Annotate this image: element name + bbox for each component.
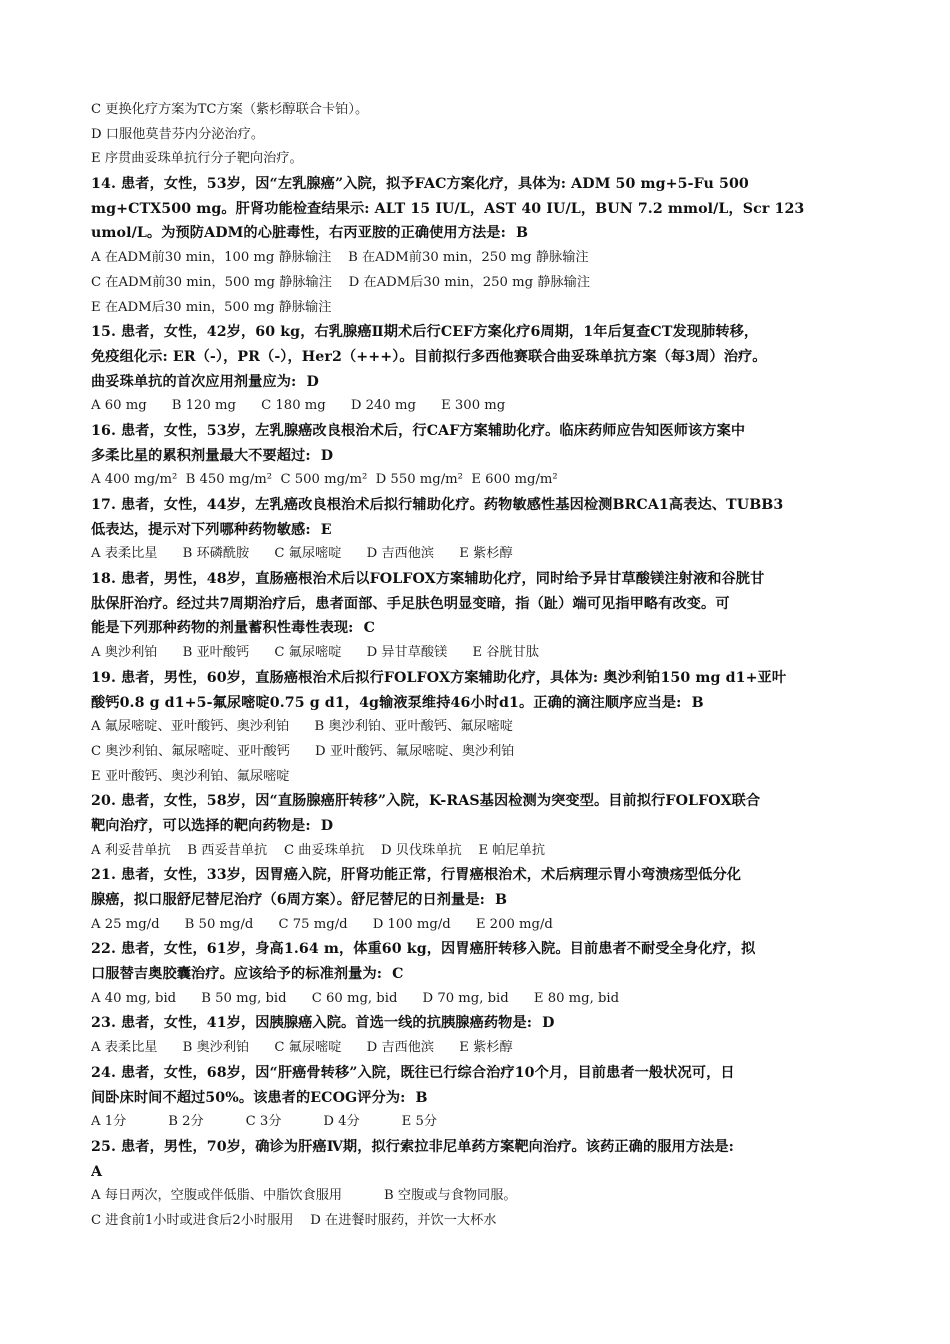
question-stem-line: 22. 患者，女性，61岁，身高1.64 m，体重60 kg，因胃癌肝转移入院。目前患者不耐受全身化疗，拟 (91, 941, 756, 958)
question-stem-line: 18. 患者，男性，48岁，直肠癌根治术后以FOLFOX方案辅助化疗，同时给予异甘草酸镁注射液和谷胱甘 (91, 571, 765, 588)
question-stem-line: 17. 患者，女性，44岁，左乳癌改良根治术后拟行辅助化疗。药物敏感性基因检测BRCA1高表达、TUBB3 (91, 497, 784, 513)
question-stem-line: 免疫组化示: ER（-），PR（-），Her2（+++）。目前拟行多西他赛联合曲妥珠单抗方案（每3周）治疗。 (91, 348, 767, 365)
question-stem-line: A (91, 1163, 103, 1180)
question-stem-line: 14. 患者，女性，53岁，因“左乳腺癌”入院，拟予FAC方案化疗，具体为: ADM 50 mg+5-Fu 500 (91, 176, 749, 193)
answer-option-line: E 亚叶酸钙、奥沙利铂、氟尿嘧啶 (91, 768, 290, 784)
answer-option-line: E 在ADM后30 min，500 mg 静脉输注 (91, 299, 332, 315)
question-stem-line: 21. 患者，女性，33岁，因胃癌入院，肝肾功能正常，行胃癌根治术，术后病理示胃小弯溃疡型低分化 (91, 867, 742, 884)
question-stem-line: 25. 患者，男性，70岁，确诊为肝癌Ⅳ期，拟行索拉非尼单药方案靶向治疗。该药正确的服用方法是: (91, 1138, 735, 1155)
answer-option-line: A 表柔比星 B 环磷酰胺 C 氟尿嘧啶 D 吉西他滨 E 紫杉醇 (91, 546, 513, 562)
answer-option-line: A 40 mg, bid B 50 mg, bid C 60 mg, bid D 70 mg, bid E 80 mg, bid (91, 990, 620, 1006)
question-stem-line: 16. 患者，女性，53岁，左乳腺癌改良根治术后，行CAF方案辅助化疗。临床药师应告知医师该方案中 (91, 422, 746, 439)
question-stem-line: 酸钙0.8 g d1+5-氟尿嘧啶0.75 g d1，4g输液泵维持46小时d1。正确的滴注顺序应当是: B (91, 694, 704, 711)
answer-option-line: C 奥沙利铂、氟尿嘧啶、亚叶酸钙 D 亚叶酸钙、氟尿嘧啶、奥沙利铂 (91, 743, 515, 759)
question-stem-line: 能是下列那种药物的剂量蓄积性毒性表现: C (91, 620, 375, 637)
question-stem-line: 20. 患者，女性，58岁，因“直肠腺癌肝转移”入院，K-RAS基因检测为突变型。目前拟行FOLFOX联合 (91, 793, 761, 810)
answer-option-line: C 更换化疗方案为TC方案（紫杉醇联合卡铂）。 (91, 102, 369, 117)
question-stem-line: 19. 患者，男性，60岁，直肠癌根治术后拟行FOLFOX方案辅助化疗，具体为: 奥沙利铂150 mg d1+亚叶 (91, 669, 787, 686)
answer-option-line: C 在ADM前30 min，500 mg 静脉输注 D 在ADM后30 min，250 mg 静脉输注 (91, 274, 591, 290)
question-stem-line: 24. 患者，女性，68岁，因“肝癌骨转移”入院，既往已行综合治疗10个月，目前患者一般状况可，日 (91, 1064, 735, 1081)
answer-option-line: A 奥沙利铂 B 亚叶酸钙 C 氟尿嘧啶 D 异甘草酸镁 E 谷胱甘肽 (91, 645, 540, 661)
answer-option-line: C 进食前1小时或进食后2小时服用 D 在进餐时服药，并饮一大杯水 (91, 1212, 497, 1228)
question-stem-line: 23. 患者，女性，41岁，因胰腺癌入院。首选一线的抗胰腺癌药物是: D (91, 1015, 555, 1032)
question-stem-line: umol/L。为预防ADM的心脏毒性，右丙亚胺的正确使用方法是: B (91, 225, 529, 242)
answer-option-line: A 1分 B 2分 C 3分 D 4分 E 5分 (91, 1114, 438, 1130)
question-stem-line: 腺癌，拟口服舒尼替尼治疗（6周方案）。舒尼替尼的日剂量是: B (91, 892, 508, 908)
question-stem-line: 间卧床时间不超过50%。该患者的ECOG评分为: B (91, 1089, 428, 1106)
answer-option-line: A 在ADM前30 min，100 mg 静脉输注 B 在ADM前30 min，250 mg 静脉输注 (91, 250, 589, 266)
question-stem-line: 多柔比星的累积剂量最大不要超过: D (91, 447, 334, 464)
question-stem-line: mg+CTX500 mg。肝肾功能检查结果示: ALT 15 IU/L，AST 40 IU/L，BUN 7.2 mmol/L，Scr 123 (91, 200, 805, 217)
answer-option-line: A 利妥昔单抗 B 西妥昔单抗 C 曲妥珠单抗 D 贝伐珠单抗 E 帕尼单抗 (91, 842, 546, 858)
answer-option-line: A 表柔比星 B 奥沙利铂 C 氟尿嘧啶 D 吉西他滨 E 紫杉醇 (91, 1040, 513, 1056)
answer-option-line: D 口服他莫昔芬内分泌治疗。 (91, 126, 265, 142)
question-stem-line: 肽保肝治疗。经过共7周期治疗后，患者面部、手足肤色明显变暗，指（趾）端可见指甲略有改变。可 (91, 595, 730, 612)
question-stem-line: 低表达，提示对下列哪种药物敏感: E (91, 521, 332, 538)
answer-option-line: E 序贯曲妥珠单抗行分子靶向治疗。 (91, 151, 303, 167)
question-stem-line: 曲妥珠单抗的首次应用剂量应为: D (91, 373, 319, 390)
answer-option-line: A 25 mg/d B 50 mg/d C 75 mg/d D 100 mg/d E 200 mg/d (91, 916, 553, 932)
answer-option-line: A 每日两次，空腹或伴低脂、中脂饮食服用 B 空腹或与食物同服。 (91, 1188, 517, 1204)
answer-option-line: A 60 mg B 120 mg C 180 mg D 240 mg E 300 mg (91, 398, 506, 414)
question-stem-line: 15. 患者，女性，42岁，60 kg，右乳腺癌Ⅱ期术后行CEF方案化疗6周期，1年后复查CT发现肺转移， (91, 324, 759, 341)
answer-option-line: A 400 mg/m² B 450 mg/m² C 500 mg/m² D 550 mg/m² E 600 mg/m² (91, 472, 558, 488)
question-text-block (91, 98, 861, 1234)
question-stem-line: 靶向治疗，可以选择的靶向药物是: D (91, 817, 334, 834)
answer-option-line: A 氟尿嘧啶、亚叶酸钙、奥沙利铂 B 奥沙利铂、亚叶酸钙、氟尿嘧啶 (91, 719, 513, 735)
question-stem-line: 口服替吉奥胶囊治疗。应该给予的标准剂量为: C (91, 966, 404, 983)
